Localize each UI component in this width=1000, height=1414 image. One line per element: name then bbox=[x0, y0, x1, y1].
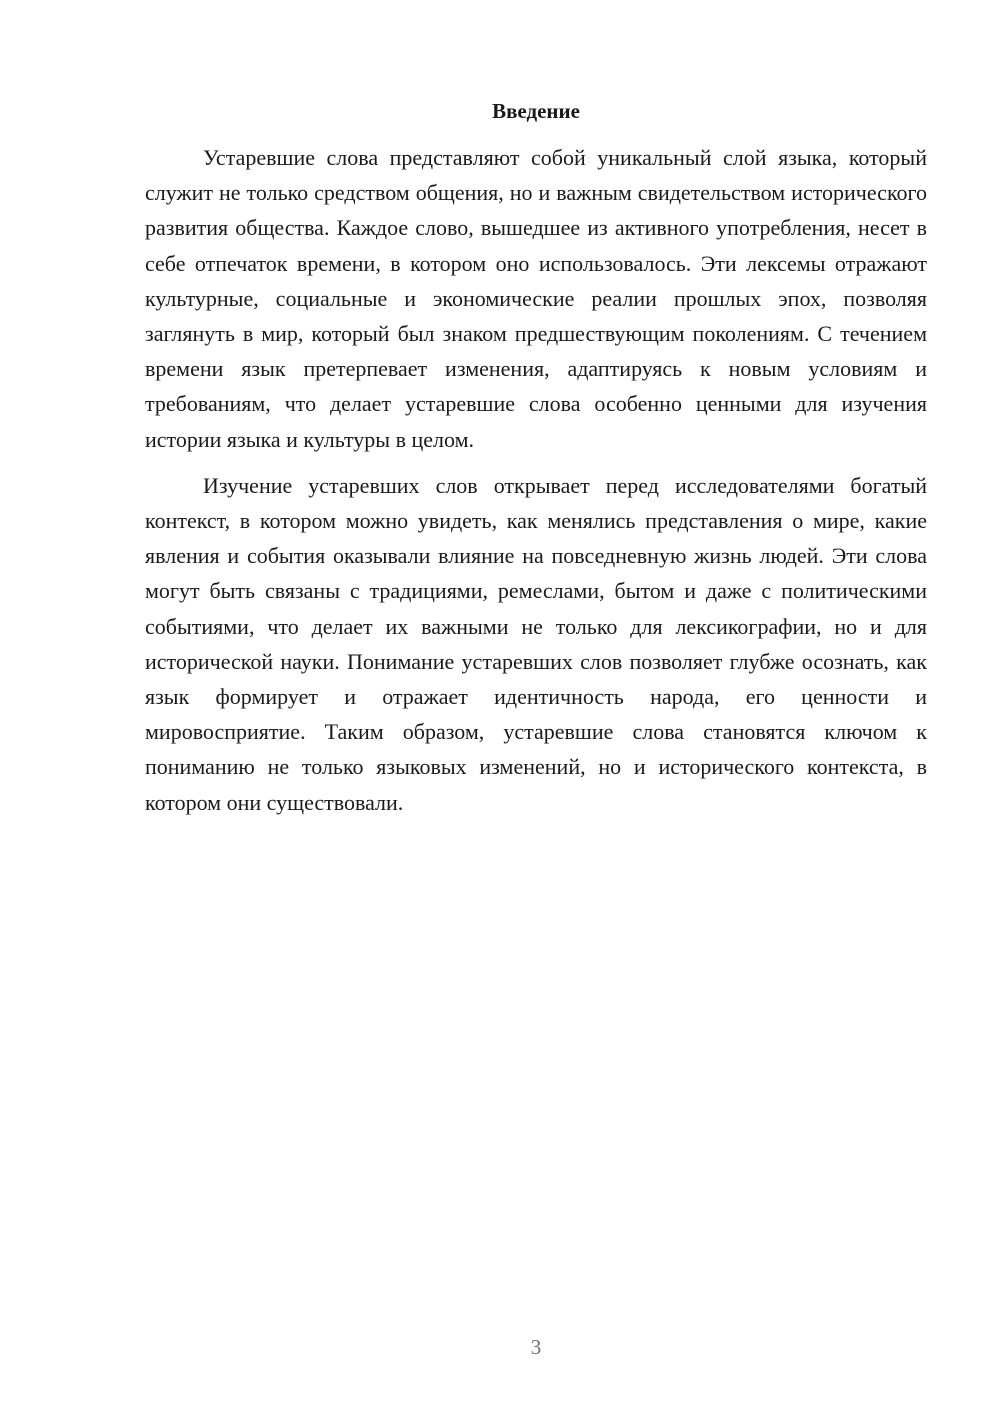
paragraph-2: Изучение устаревших слов открывает перед исследователями богатый контекст, в котором можно увидеть, как менялись представления о мире, какие явления и события оказывали влияние на повседневную жизнь людей. Эти слова могут быть связаны с традициями, ремеслами, бытом и даже с политическими событиями, что делает их важными не только для лексикографии, но и для исторической науки. Понимание устаревших слов позволяет глубже осознать, как язык формирует и отражает идентичность народа, его ценности и мировосприятие. Таким образом, устаревшие слова становятся ключом к пониманию не только языковых изменений, но и исторического контекста, в котором они существовали. bbox=[145, 472, 927, 815]
page-content bbox=[145, 96, 927, 820]
page-number: 3 bbox=[530, 1335, 542, 1359]
page-title: Введение bbox=[492, 99, 580, 123]
paragraph-1: Устаревшие слова представляют собой уникальный слой языка, который служит не только средством общения, но и важным свидетельством исторического развития общества. Каждое слово, вышедшее из активного употребления, несет в себе отпечаток времени, в котором оно использовалось. Эти лексемы отражают культурные, социальные и экономические реалии прошлых эпох, позволяя заглянуть в мир, который был знаком предшествующим поколениям. С течением времени язык претерпевает изменения, адаптируясь к новым условиям и требованиям, что делает устаревшие слова особенно ценными для изучения истории языка и культуры в целом. bbox=[145, 145, 927, 452]
